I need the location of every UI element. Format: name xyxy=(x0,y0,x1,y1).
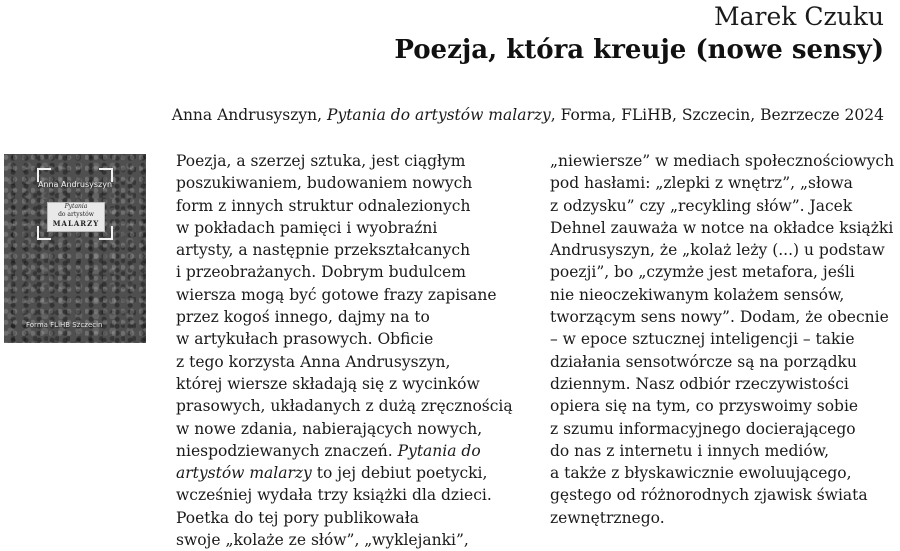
text-line: dziennym. Nasz odbiór rzeczywistości xyxy=(550,374,849,393)
text-line: – w epoce sztucznej inteligencji – takie xyxy=(550,330,855,349)
book-author: Anna Andrusyszyn, xyxy=(171,106,323,124)
cover-author: Anna Andrusyszyn xyxy=(37,180,113,189)
text-line: do nas z internetu i innych mediów, xyxy=(550,441,830,460)
book-title: Pytania do artystów malarzy xyxy=(327,106,551,124)
cover-publisher: Forma FLiHB Szczecin xyxy=(26,321,103,329)
cover-title-line3: MALARZY xyxy=(52,219,100,228)
text-line: poszukiwaniem, budowaniem nowych xyxy=(176,174,473,193)
text-line: poezji”, bo „czymże jest metafora, jeśli xyxy=(550,263,855,282)
article-column-right xyxy=(550,150,895,529)
article-author: Marek Czuku xyxy=(714,2,884,31)
text-line: z tego korzysta Anna Andrusyszyn, xyxy=(176,352,451,371)
text-line: Poetka do tej pory publikowała xyxy=(176,508,419,527)
text-line: zewnętrznego. xyxy=(550,508,665,527)
text-line: tworzącym sens nowy”. Dodam, że obecnie xyxy=(550,308,889,327)
italic-book-title-part: Pytania do xyxy=(392,441,481,460)
book-bibliography xyxy=(172,104,884,126)
text-line: w pokładach pamięci i wyobraźni xyxy=(176,218,438,237)
text-line: nie nieoczekiwanym kolażem sensów, xyxy=(550,285,845,304)
text-line: przez kogoś innego, dajmy na to xyxy=(176,308,430,327)
book-publisher-info: , Forma, FLiHB, Szczecin, Bezrzecze 2024 xyxy=(550,106,884,124)
text-line xyxy=(176,462,536,484)
text-line: gęstego od różnorodnych zjawisk świata xyxy=(550,486,868,505)
text-line: z odzysku” czy „recykling słów”. Jacek xyxy=(550,196,853,215)
text-line: opiera się na tym, co przyswoimy sobie xyxy=(550,397,859,416)
cover-title-plaque xyxy=(47,202,105,232)
text-line: działania sensotwórcze są na porządku xyxy=(550,352,857,371)
text-segment: to jej debiut poetycki, xyxy=(311,464,488,483)
text-line: i przeobrażanych. Dobrym budulcem xyxy=(176,263,466,282)
text-line: z szumu informacyjnego docierającego xyxy=(550,419,856,438)
cover-title-line2: do artystów xyxy=(58,211,94,218)
text-line: pod hasłami: „zlepki z wnętrz”, „słowa xyxy=(550,174,853,193)
cover-title-frame xyxy=(37,168,113,240)
text-line: Poezja, a szerzej sztuka, jest ciągłym xyxy=(176,152,466,170)
text-line: a także z błyskawicznie ewoluującego, xyxy=(550,464,852,483)
text-line: której wiersze składają się z wycinków xyxy=(176,374,480,393)
text-line: „niewiersze” w mediach społecznościowych xyxy=(550,152,895,170)
cover-title-line1: Pytania xyxy=(64,203,88,210)
text-line: w artykułach prasowych. Obficie xyxy=(176,330,434,349)
text-line: Andrusyszyn, że „kolaż leży (...) u podstaw xyxy=(550,241,885,260)
text-line: w nowe zdania, nabierających nowych, xyxy=(176,419,483,438)
article-title: Poezja, która kreuje (nowe sensy) xyxy=(394,35,884,65)
text-line: wiersza mogą być gotowe frazy zapisane xyxy=(176,285,497,304)
text-line: prasowych, układanych z dużą zręcznością xyxy=(176,397,513,416)
book-cover-image xyxy=(4,154,146,343)
text-segment: niespodziewanych znaczeń. xyxy=(176,441,393,460)
text-line: wcześniej wydała trzy książki dla dzieci. xyxy=(176,486,492,505)
text-line: form z innych struktur odnalezionych xyxy=(176,196,471,215)
italic-book-title-part: artystów malarzy xyxy=(176,464,312,483)
text-line: swoje „kolaże ze słów”, „wyklejanki”, xyxy=(176,531,469,550)
article-column-left xyxy=(176,150,536,551)
text-line: artysty, a następnie przekształcanych xyxy=(176,241,471,260)
text-line: Dehnel zauważa w notce na okładce książki xyxy=(550,218,894,237)
text-line xyxy=(176,440,536,462)
